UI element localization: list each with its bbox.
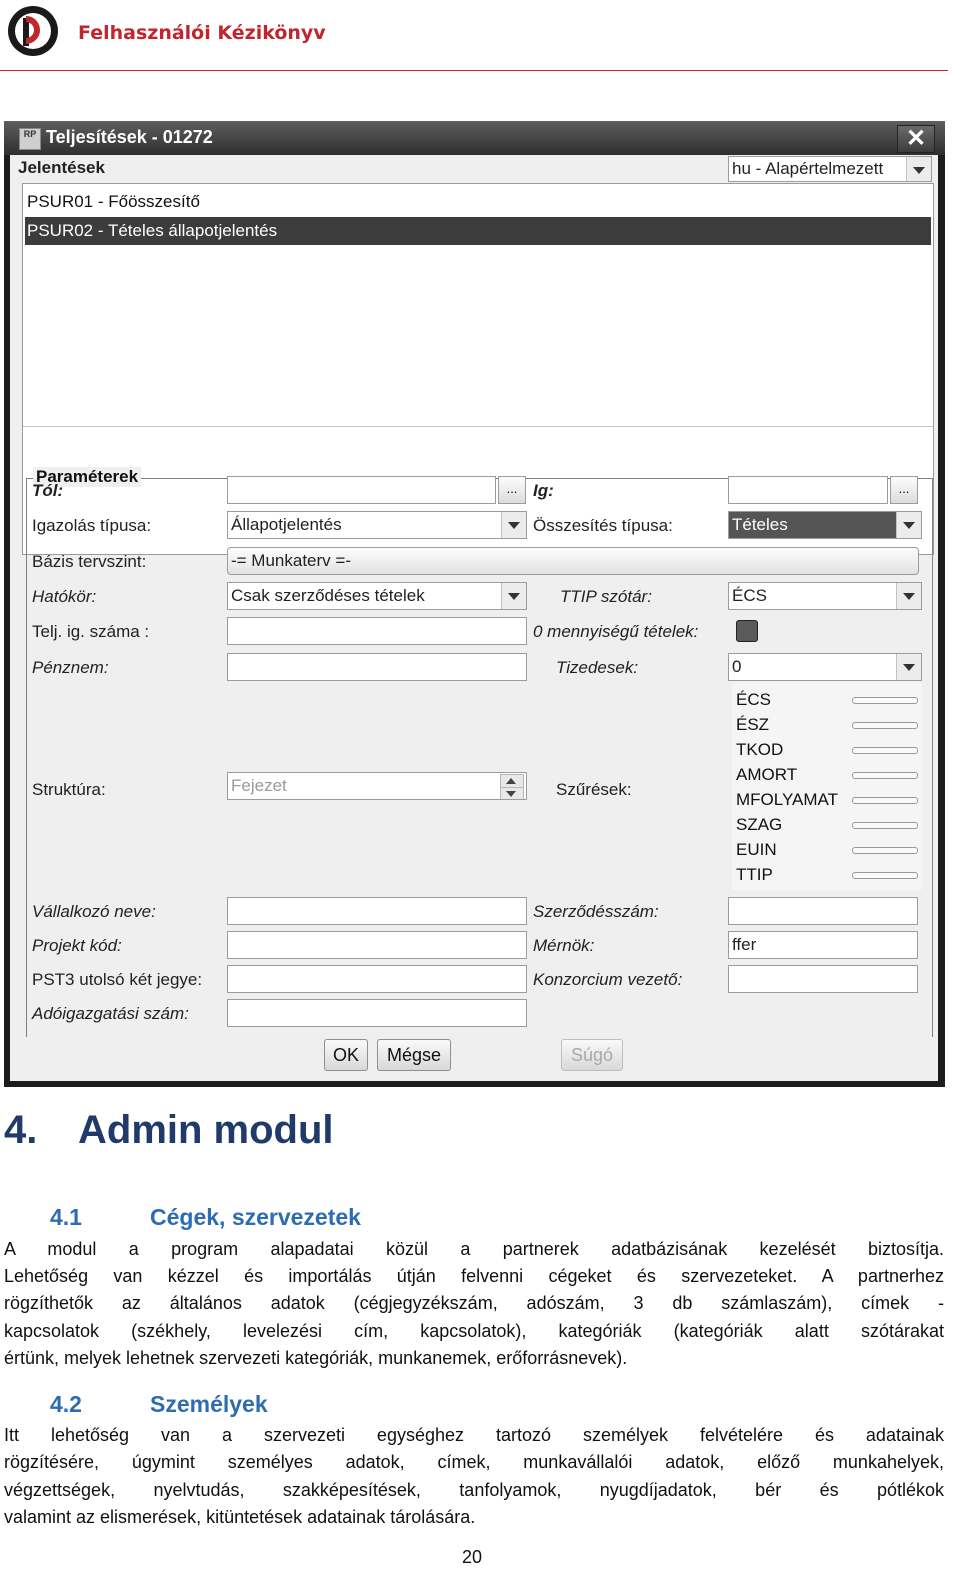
document-title: Felhasználói Kézikönyv — [78, 22, 326, 44]
certificate-type-value: Állapotjelentés — [231, 515, 342, 534]
spin-down-icon[interactable] — [500, 787, 524, 800]
chevron-down-icon[interactable] — [501, 583, 526, 609]
report-dialog — [4, 121, 945, 1087]
structure-spinner[interactable] — [227, 772, 527, 800]
section-title: Személyek — [150, 1391, 268, 1417]
paragraph-line: kapcsolatok (székhely, levelezési cím, kapcsolatok), kategóriák (kategóriák alatt szótárakat — [4, 1321, 944, 1341]
base-plan-label: Bázis tervszint: — [32, 552, 147, 571]
page-number: 20 — [462, 1547, 483, 1567]
filters-label: Szűrések: — [556, 780, 632, 799]
filter-item — [736, 787, 922, 812]
contractor-label: Vállalkozó neve: — [32, 902, 156, 921]
decimals-label: Tizedesek: — [556, 658, 639, 677]
filter-slider[interactable] — [852, 872, 918, 879]
filter-slider[interactable] — [852, 697, 918, 704]
pst3-field[interactable] — [227, 965, 527, 993]
chevron-down-icon[interactable] — [896, 583, 921, 609]
to-field[interactable] — [728, 476, 888, 504]
zero-quantity-label: 0 mennyiségű tételek: — [533, 622, 699, 641]
chevron-down-icon[interactable] — [501, 512, 526, 538]
consortium-leader-label: Konzorcium vezető: — [533, 970, 683, 989]
project-code-field[interactable] — [227, 931, 527, 959]
contract-number-field[interactable] — [728, 897, 918, 925]
list-item[interactable]: PSUR01 - Főösszesítő — [27, 192, 200, 211]
list-item-selected[interactable]: PSUR02 - Tételes állapotjelentés — [25, 217, 931, 245]
to-picker-button[interactable]: ... — [890, 476, 918, 504]
consortium-leader-field[interactable] — [728, 965, 918, 993]
paragraph-line: Itt lehetőség van a szervezeti egységhez tartozó személyek felvételére és adatainak — [4, 1425, 944, 1445]
filter-item — [736, 862, 922, 887]
currency-label: Pénznem: — [32, 658, 109, 677]
chapter-title: Admin modul — [78, 1108, 334, 1152]
filter-label: ÉSZ — [736, 715, 770, 734]
tax-id-label: Adóigazgatási szám: — [32, 1004, 189, 1023]
engineer-field[interactable]: ffer — [728, 931, 918, 959]
filter-slider[interactable] — [852, 847, 918, 854]
paragraph-line: végzettségek, nyelvtudás, szakképesítések, tanfolyamok, nyugdíjadatok, bér és pótlékok — [4, 1480, 944, 1500]
filter-item — [736, 687, 922, 712]
summary-type-select[interactable] — [728, 511, 922, 539]
structure-label: Struktúra: — [32, 780, 106, 799]
certificate-number-field[interactable] — [227, 617, 527, 645]
contractor-field[interactable] — [227, 897, 527, 925]
base-plan-select[interactable]: -= Munkaterv =- — [227, 547, 919, 575]
filter-label: SZAG — [736, 815, 783, 834]
dialog-content — [10, 155, 938, 1081]
filter-item — [736, 812, 922, 837]
app-icon: RP — [19, 128, 41, 150]
to-label: Ig: — [533, 481, 554, 500]
filter-label: ÉCS — [736, 690, 771, 709]
from-picker-button[interactable]: ... — [498, 476, 526, 504]
zero-quantity-checkbox[interactable] — [736, 620, 758, 642]
section-number: 4.2 — [50, 1391, 82, 1417]
paragraph-line: Lehetőség van kézzel és importálás útján felvenni cégeket és szervezeteket. A partnerhez — [4, 1266, 944, 1286]
chevron-down-icon[interactable] — [896, 654, 921, 680]
parameters-legend: Paraméterek — [33, 467, 141, 487]
dialog-titlebar[interactable] — [4, 121, 945, 155]
language-select[interactable] — [728, 156, 932, 182]
close-button[interactable]: ✕ — [897, 125, 935, 153]
paragraph-line: rögzítésére, úgymint személyes adatok, címek, munkavállalói adatok, előző munkahelyek, — [4, 1452, 944, 1472]
language-select-value: hu - Alapértelmezett — [732, 159, 884, 178]
filter-item — [736, 737, 922, 762]
currency-field[interactable] — [227, 653, 527, 681]
filter-slider[interactable] — [852, 822, 918, 829]
paragraph-line: A modul a program alapadatai közül a partnerek adatbázisának kezelését biztosítja. — [4, 1239, 944, 1259]
filter-label: TKOD — [736, 740, 784, 759]
cancel-button[interactable]: Mégse — [377, 1039, 451, 1071]
filter-item — [736, 712, 922, 737]
ttip-dictionary-select[interactable] — [728, 582, 922, 610]
spin-up-icon[interactable] — [500, 774, 524, 788]
list-divider — [23, 426, 933, 427]
ok-button[interactable]: OK — [324, 1039, 368, 1071]
contract-number-label: Szerződésszám: — [533, 902, 659, 921]
summary-type-value: Tételes — [732, 515, 788, 534]
pst3-label: PST3 utolsó két jegye: — [32, 970, 203, 989]
summary-type-label: Összesítés típusa: — [533, 516, 673, 535]
project-code-label: Projekt kód: — [32, 936, 122, 955]
filter-label: TTIP — [736, 865, 773, 884]
reports-label: Jelentések — [18, 158, 105, 177]
chevron-down-icon[interactable] — [896, 512, 921, 538]
filter-slider[interactable] — [852, 747, 918, 754]
scope-select[interactable] — [227, 582, 527, 610]
decimals-select[interactable] — [728, 653, 922, 681]
structure-value: Fejezet — [231, 776, 287, 795]
help-button[interactable]: Súgó — [561, 1039, 623, 1071]
paragraph-line: valamint az elismerések, kitüntetések adatainak tárolására. — [4, 1507, 476, 1527]
certificate-type-select[interactable] — [227, 511, 527, 539]
certificate-type-label: Igazolás típusa: — [32, 516, 152, 535]
paragraph-line: értünk, melyek lehetnek szervezeti kategóriák, munkanemek, erőforrásnevek). — [4, 1348, 628, 1368]
engineer-label: Mérnök: — [533, 936, 595, 955]
filter-label: AMORT — [736, 765, 798, 784]
filter-slider[interactable] — [852, 722, 918, 729]
dialog-title: Teljesítések - 01272 — [46, 127, 213, 147]
certificate-number-label: Telj. ig. száma : — [32, 622, 150, 641]
filters-list — [732, 683, 922, 890]
paragraph-line: rögzíthetők az általános adatok (cégjegyzékszám, adószám, 3 db számlaszám), címek - — [4, 1293, 944, 1313]
header-divider — [0, 70, 948, 71]
tax-id-field[interactable] — [227, 999, 527, 1027]
filter-slider[interactable] — [852, 797, 918, 804]
company-logo — [6, 4, 60, 58]
decimals-value: 0 — [732, 657, 742, 676]
scope-label: Hatókör: — [32, 587, 97, 606]
filter-item — [736, 837, 922, 862]
section-title: Cégek, szervezetek — [150, 1204, 361, 1230]
ttip-dictionary-label: TTIP szótár: — [560, 587, 652, 606]
scope-value: Csak szerződéses tételek — [231, 586, 425, 605]
ttip-dictionary-value: ÉCS — [732, 586, 767, 605]
chapter-number: 4. — [4, 1108, 38, 1152]
section-number: 4.1 — [50, 1204, 82, 1230]
filter-item — [736, 762, 922, 787]
filter-label: MFOLYAMAT — [736, 790, 838, 809]
from-label: Tól: — [32, 481, 64, 500]
chevron-down-icon[interactable] — [906, 157, 931, 182]
from-field[interactable] — [227, 476, 496, 504]
filter-label: EUIN — [736, 840, 777, 859]
filter-slider[interactable] — [852, 772, 918, 779]
